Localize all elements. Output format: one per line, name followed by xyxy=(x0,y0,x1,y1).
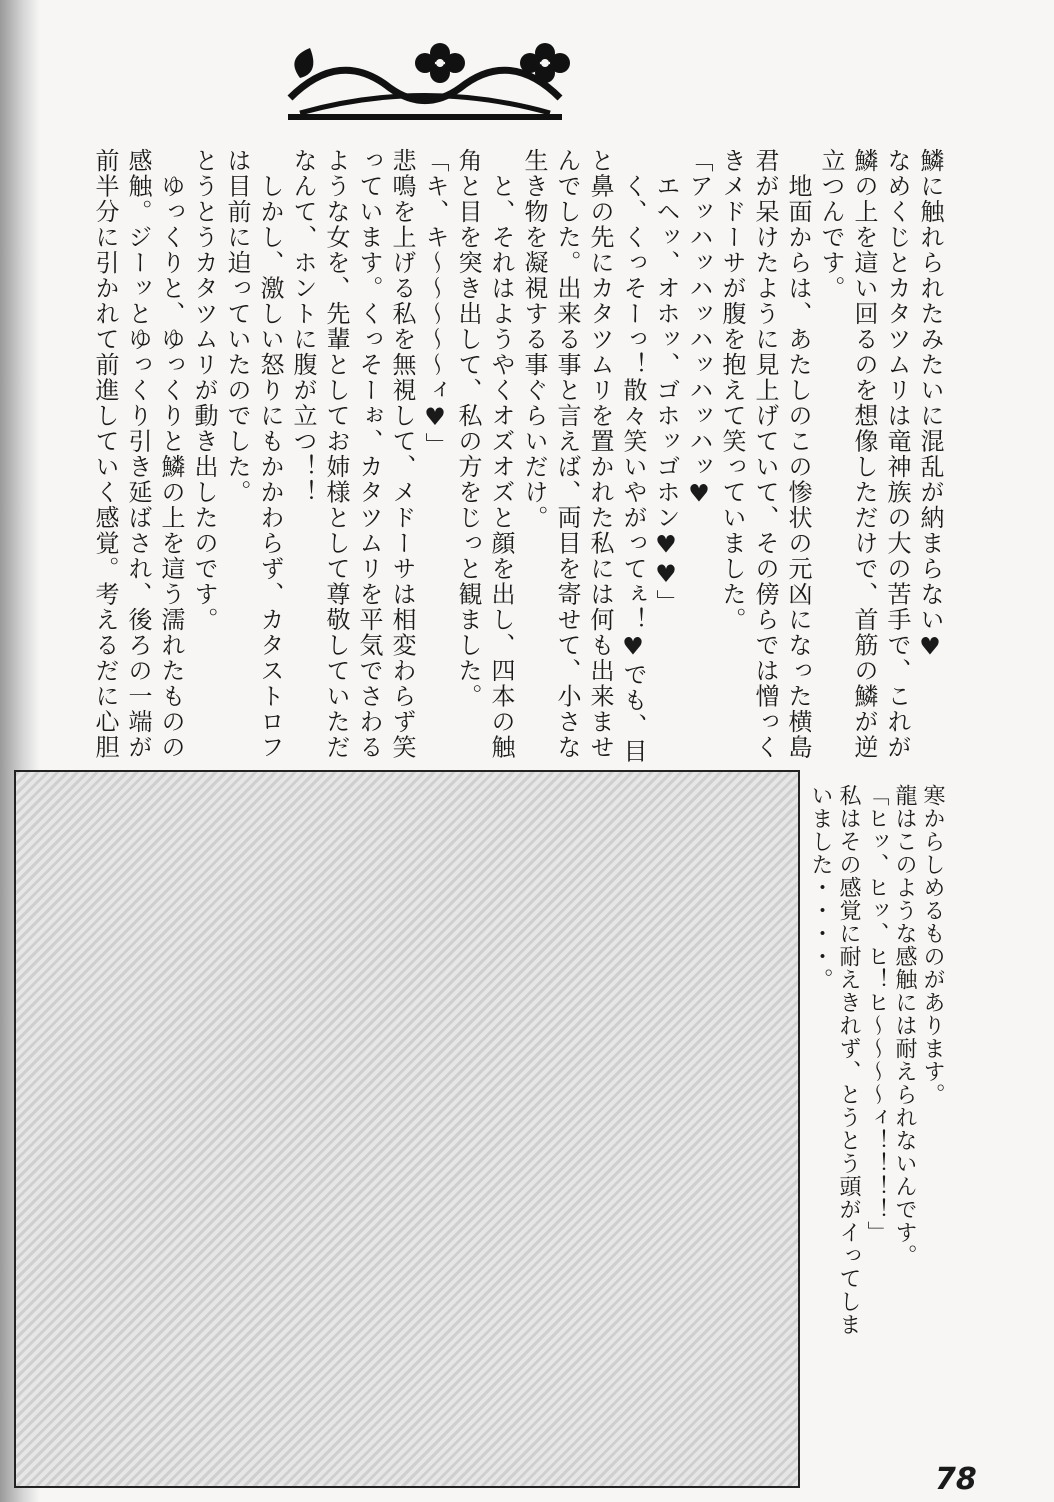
text-column: ゆっくりと、ゆっくりと鱗の上を這う濡れたものの xyxy=(157,148,185,760)
text-column: 立つんです。 xyxy=(817,148,845,301)
illustration-placeholder xyxy=(14,770,800,1488)
text-column: 前半分に引かれて前進していく感覚。考えるだに心胆 xyxy=(91,148,119,760)
main-story-text xyxy=(88,148,946,778)
text-column: 角と目を突き出して、私の方をじっと観ました。 xyxy=(454,148,482,709)
text-column: とうとうカタツムリが動き出したのです。 xyxy=(190,148,218,633)
side-story-text xyxy=(806,784,946,1354)
text-column: 鱗の上を這い回るのを想像しただけで、首筋の鱗が逆 xyxy=(850,148,878,760)
page-number: 78 xyxy=(935,1462,977,1497)
text-column: と鼻の先にカタツムリを置かれた私には何も出来ませ xyxy=(586,148,614,760)
text-column: と、それはようやくオズオズと顔を出し、四本の触 xyxy=(487,148,515,760)
text-column: 生き物を凝視する事ぐらいだけ。 xyxy=(520,148,548,531)
text-column: いました・・・・。 xyxy=(808,784,833,991)
text-column: なめくじとカタツムリは竜神族の大の苦手で、これが xyxy=(883,148,911,760)
text-column: 悲鳴を上げる私を無視して、メドーサは相変わらず笑 xyxy=(388,148,416,760)
text-column: 龍はこのような感触には耐えられないんです。 xyxy=(892,784,917,1267)
decorative-ornament-header xyxy=(280,18,570,123)
text-column: 感触。ジーッとゆっくり引き延ばされ、後ろの一端が xyxy=(124,148,152,760)
text-column: 「ヒッ、ヒッ、ヒ！ヒ〜〜〜〜ィ！！！！」 xyxy=(864,784,889,1244)
text-column: ような女を、先輩としてお姉様として尊敬していただ xyxy=(322,148,350,760)
text-column: なんて、ホントに腹が立つ！！ xyxy=(289,148,317,505)
text-column: 君が呆けたように見上げていて、その傍らでは憎っく xyxy=(751,148,779,760)
text-column: は目前に迫っていたのでした。 xyxy=(223,148,251,505)
text-column: っています。くっそーぉ、カタツムリを平気でさわる xyxy=(355,148,383,760)
text-column: しかし、激しい怒りにもかかわらず、カタストロフ xyxy=(256,148,284,760)
text-column: んでした。出来る事と言えば、両目を寄せて、小さな xyxy=(553,148,581,760)
text-column: 「キ、キ〜〜〜〜〜ィ♥」 xyxy=(421,148,449,458)
text-column: 鱗に触れられたみたいに混乱が納まらない♥ xyxy=(916,148,944,662)
text-column: エヘッ、オホッ、ゴホッゴホン♥♥」 xyxy=(652,148,680,615)
flower-icon xyxy=(415,43,465,83)
text-column: きメドーサが腹を抱えて笑っていました。 xyxy=(718,148,746,633)
text-column: 寒からしめるものがあります。 xyxy=(920,784,945,1106)
text-column: く、くっそーっ！散々笑いやがってぇ！♥でも、目 xyxy=(619,148,647,764)
text-column: 私はその感覚に耐えきれず、とうとう頭がイってしま xyxy=(836,784,861,1336)
text-column: 「アッハッハッハッハッハッ♥ xyxy=(685,148,713,509)
text-column: 地面からは、あたしのこの惨状の元凶になった横島 xyxy=(784,148,812,760)
